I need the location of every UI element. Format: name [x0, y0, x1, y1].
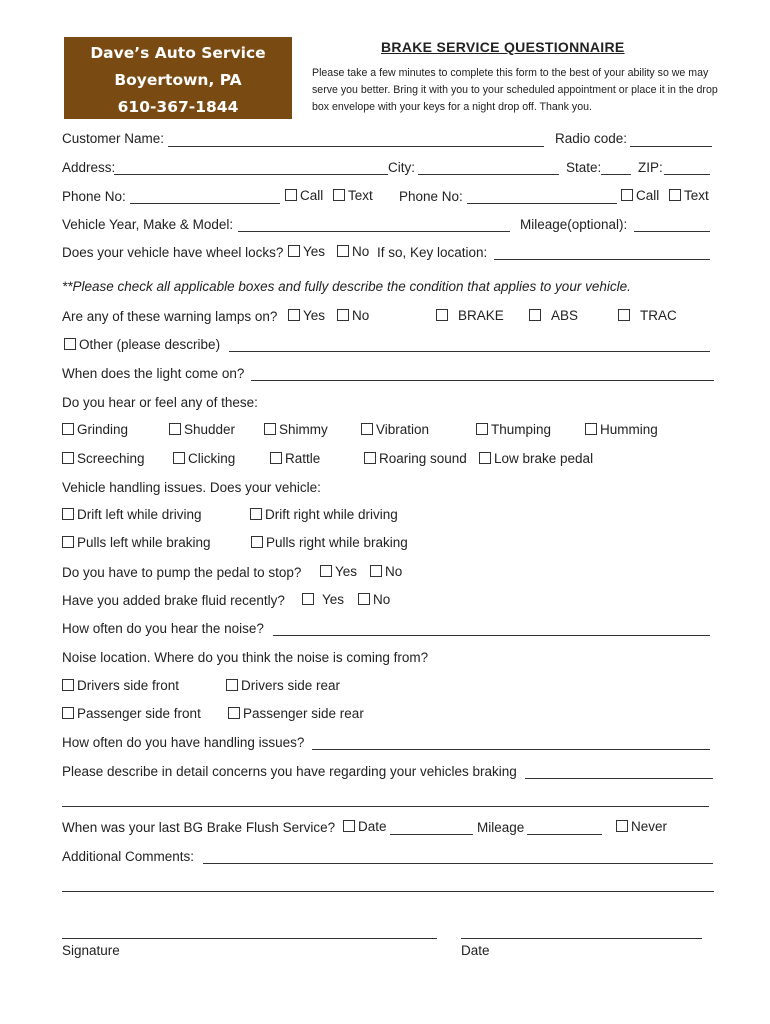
phone1-field[interactable]	[130, 203, 280, 204]
checkbox-icon	[288, 245, 300, 257]
phone2-label: Phone No:	[399, 189, 463, 204]
checkbox-icon	[285, 189, 297, 201]
checkbox-icon	[62, 536, 74, 548]
wheel-locks-label: Does your vehicle have wheel locks?	[62, 245, 284, 260]
state-label: State:	[566, 160, 602, 175]
symptom-low-pedal[interactable]	[479, 451, 593, 466]
symptom-shimmy[interactable]	[264, 422, 328, 437]
yes-label: Yes	[303, 308, 326, 323]
never-label: Never	[631, 819, 668, 834]
other-label: Other (please describe)	[79, 337, 221, 352]
symptom-grinding[interactable]	[62, 422, 128, 437]
drivers-rear-option[interactable]	[226, 678, 340, 693]
customer-name-label: Customer Name:	[62, 131, 165, 146]
light-when-label: When does the light come on?	[62, 366, 245, 381]
checkbox-icon	[529, 309, 541, 321]
other-option[interactable]	[64, 337, 220, 352]
signature-label: Signature	[62, 943, 120, 958]
checkbox-icon	[479, 452, 491, 464]
instruction-note: **Please check all applicable boxes and fully describe the condition that applies to your vehicle.	[62, 279, 631, 294]
flush-date-field[interactable]	[390, 834, 473, 835]
fluid-label: Have you added brake fluid recently?	[62, 593, 285, 608]
pump-no[interactable]	[370, 564, 402, 579]
humming-label: Humming	[600, 422, 658, 437]
rattle-label: Rattle	[285, 451, 321, 466]
checkbox-icon	[64, 338, 76, 350]
vehicle-field[interactable]	[238, 231, 510, 232]
flush-mileage-label: Mileage	[477, 820, 525, 835]
shop-phone: 610-367-1844	[117, 98, 239, 116]
zip-label: ZIP:	[638, 160, 663, 175]
drift-right-label: Drift right while driving	[265, 507, 398, 522]
checkbox-icon	[436, 309, 448, 321]
drift-left-option[interactable]	[62, 507, 202, 522]
brake-label: BRAKE	[458, 308, 504, 323]
symptom-rattle[interactable]	[270, 451, 320, 466]
yes-label: Yes	[322, 592, 345, 607]
flush-never-option[interactable]	[616, 819, 667, 834]
handling-often-field[interactable]	[312, 749, 710, 750]
yes-label: Yes	[335, 564, 358, 579]
passenger-front-label: Passenger side front	[77, 706, 201, 721]
date-label: Date	[461, 943, 490, 958]
phone1-text[interactable]	[333, 188, 373, 203]
noise-location-label: Noise location. Where do you think the noise is coming from?	[62, 650, 429, 665]
flush-date-option[interactable]	[343, 819, 387, 834]
call-label: Call	[300, 188, 324, 203]
noise-often-field[interactable]	[273, 635, 710, 636]
checkbox-icon	[62, 707, 74, 719]
date-field[interactable]	[461, 938, 702, 939]
lamp-trac[interactable]	[618, 308, 677, 323]
checkbox-icon	[616, 820, 628, 832]
flush-mileage-field[interactable]	[527, 834, 602, 835]
passenger-rear-label: Passenger side rear	[243, 706, 364, 721]
address-field[interactable]	[114, 174, 388, 175]
checkbox-icon	[270, 452, 282, 464]
checkbox-icon	[228, 707, 240, 719]
vibration-label: Vibration	[376, 422, 430, 437]
handling-often-label: How often do you have handling issues?	[62, 735, 305, 750]
low-pedal-label: Low brake pedal	[494, 451, 594, 466]
signature-field[interactable]	[62, 938, 437, 939]
radio-code-label: Radio code:	[555, 131, 628, 146]
checkbox-icon	[251, 536, 263, 548]
pump-label: Do you have to pump the pedal to stop?	[62, 565, 302, 580]
checkbox-icon	[173, 452, 185, 464]
comments-field-line2[interactable]	[62, 891, 714, 892]
checkbox-icon	[333, 189, 345, 201]
handling-label: Vehicle handling issues. Does your vehicle:	[62, 480, 321, 495]
drivers-front-option[interactable]	[62, 678, 179, 693]
checkbox-icon	[169, 423, 181, 435]
text-label: Text	[684, 188, 709, 203]
yes-label: Yes	[303, 244, 326, 259]
phone2-text[interactable]	[669, 188, 709, 203]
warning-lamps-label: Are any of these warning lamps on?	[62, 309, 278, 324]
fluid-yes[interactable]	[302, 592, 344, 607]
pull-left-label: Pulls left while braking	[77, 535, 211, 550]
checkbox-icon	[264, 423, 276, 435]
zip-field[interactable]	[664, 174, 710, 175]
trac-label: TRAC	[640, 308, 677, 323]
pump-yes[interactable]	[320, 564, 357, 579]
checkbox-icon	[370, 565, 382, 577]
key-location-label: If so, Key location:	[377, 245, 488, 260]
checkbox-icon	[62, 679, 74, 691]
intro-text: Please take a few minutes to complete this form to the best of your ability so we may serve you better. Bring it with you to your scheduled appointment or place it in the drop box envelope with your keys for a night drop off. Thank you.	[312, 67, 718, 113]
no-label: No	[352, 244, 370, 259]
checkbox-icon	[62, 508, 74, 520]
mileage-opt-label: Mileage(optional):	[520, 217, 628, 232]
describe-field-line2[interactable]	[62, 806, 709, 807]
city-label: City:	[388, 160, 415, 175]
drivers-front-label: Drivers side front	[77, 678, 180, 693]
wheel-locks-no[interactable]	[337, 244, 369, 259]
checkbox-icon	[250, 508, 262, 520]
no-label: No	[352, 308, 370, 323]
address-label: Address:	[62, 160, 116, 175]
text-label: Text	[348, 188, 373, 203]
passenger-front-option[interactable]	[62, 706, 201, 721]
describe-field[interactable]	[525, 778, 713, 779]
symptom-roaring[interactable]	[364, 451, 467, 466]
roaring-label: Roaring sound	[379, 451, 467, 466]
vehicle-label: Vehicle Year, Make & Model:	[62, 217, 234, 232]
wheel-locks-yes[interactable]	[288, 244, 325, 259]
passenger-rear-option[interactable]	[228, 706, 364, 721]
pull-right-label: Pulls right while braking	[266, 535, 408, 550]
shop-city: Boyertown, PA	[114, 71, 242, 89]
checkbox-icon	[288, 309, 300, 321]
pull-right-option[interactable]	[251, 535, 408, 550]
drivers-rear-label: Drivers side rear	[241, 678, 341, 693]
city-field[interactable]	[418, 174, 559, 175]
symptom-thumping[interactable]	[476, 422, 551, 437]
light-when-field[interactable]	[251, 380, 714, 381]
checkbox-icon	[302, 593, 314, 605]
other-field[interactable]	[229, 351, 710, 352]
shop-name: Dave’s Auto Service	[90, 44, 266, 62]
key-location-field[interactable]	[494, 259, 710, 260]
symptom-shudder[interactable]	[169, 422, 235, 437]
screeching-label: Screeching	[77, 451, 145, 466]
hear-feel-label: Do you hear or feel any of these:	[62, 395, 258, 410]
warning-yes[interactable]	[288, 308, 325, 323]
checkbox-icon	[358, 593, 370, 605]
checkbox-icon	[669, 189, 681, 201]
abs-label: ABS	[551, 308, 579, 323]
checkbox-icon	[343, 820, 355, 832]
bg-flush-label: When was your last BG Brake Flush Service?	[62, 820, 336, 835]
drift-right-option[interactable]	[250, 507, 398, 522]
customer-name-field[interactable]	[168, 146, 544, 147]
checkbox-icon	[618, 309, 630, 321]
checkbox-icon	[62, 423, 74, 435]
lamp-abs[interactable]	[529, 308, 578, 323]
phone1-call[interactable]	[285, 188, 323, 203]
warning-no[interactable]	[337, 308, 369, 323]
pull-left-option[interactable]	[62, 535, 211, 550]
clicking-label: Clicking	[188, 451, 236, 466]
comments-label: Additional Comments:	[62, 849, 195, 864]
date-label: Date	[358, 819, 387, 834]
no-label: No	[373, 592, 391, 607]
shimmy-label: Shimmy	[279, 422, 328, 437]
checkbox-icon	[320, 565, 332, 577]
symptom-screeching[interactable]	[62, 451, 145, 466]
checkbox-icon	[476, 423, 488, 435]
radio-code-field[interactable]	[630, 146, 712, 147]
no-label: No	[385, 564, 403, 579]
drift-left-label: Drift left while driving	[77, 507, 202, 522]
call-label: Call	[636, 188, 660, 203]
shop-logo	[64, 37, 292, 119]
symptom-clicking[interactable]	[173, 451, 235, 466]
state-field[interactable]	[601, 174, 631, 175]
noise-often-label: How often do you hear the noise?	[62, 621, 264, 636]
checkbox-icon	[337, 245, 349, 257]
checkbox-icon	[621, 189, 633, 201]
describe-label: Please describe in detail concerns you have regarding your vehicles braking	[62, 764, 517, 779]
checkbox-icon	[585, 423, 597, 435]
checkbox-icon	[337, 309, 349, 321]
grinding-label: Grinding	[77, 422, 129, 437]
symptom-humming[interactable]	[585, 422, 658, 437]
phone2-call[interactable]	[621, 188, 659, 203]
fluid-no[interactable]	[358, 592, 390, 607]
comments-field[interactable]	[203, 863, 713, 864]
lamp-brake[interactable]	[436, 308, 504, 323]
checkbox-icon	[364, 452, 376, 464]
shudder-label: Shudder	[184, 422, 236, 437]
checkbox-icon	[226, 679, 238, 691]
phone1-label: Phone No:	[62, 189, 126, 204]
symptom-vibration[interactable]	[361, 422, 429, 437]
thumping-label: Thumping	[491, 422, 552, 437]
phone2-field[interactable]	[467, 203, 617, 204]
mileage-opt-field[interactable]	[634, 231, 710, 232]
form-title: BRAKE SERVICE QUESTIONNAIRE	[381, 39, 625, 55]
checkbox-icon	[62, 452, 74, 464]
checkbox-icon	[361, 423, 373, 435]
